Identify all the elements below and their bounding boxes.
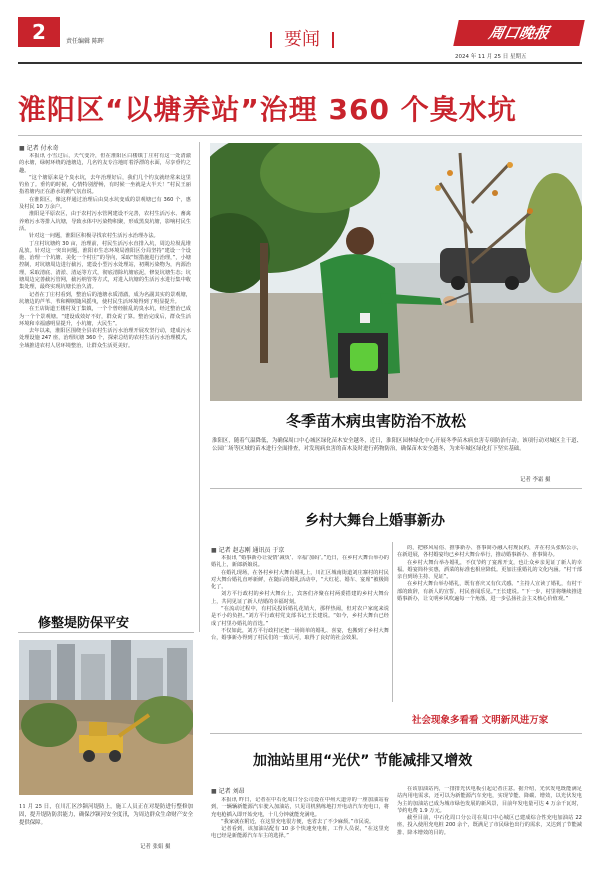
wedding-article-col2 [397,545,582,695]
solar-paragraph: 截至目前，中石化周口分公司在周口中心城区已建成综合性充电加油站 22 座，投入使用充电桩 200 余个，既满足了市民绿色出行的需求，又达到了节能减排、降本增效的目的。 [397,815,582,836]
solar-byline: ■ 记者 刘昂 [211,786,245,795]
dike-caption-text: 11 月 25 日，在川汇区沙颍河堤防上，施工人员正在对堤防进行整修加固，提升堤防防洪能力，确保沙颍河安全度汛，为周边群众生命财产安全提供保障。 [19,804,193,826]
dike-caption [19,803,193,827]
lead-paragraph: 去年以来，淮阳区围绕全县农村生活污水治理开展攻坚行动，建成污水处理设施 247 座，治理坑塘 360 个，探索总结的农村生活污水治理模式，全域推进农村人居环境整治，让群众生活更美好。 [19,328,191,349]
wedding-paragraph: 不仅如此，刘方平行政村还把一场简单的婚礼、喜宴，也搬到了乡村大舞台，婚事新办得到了村民们的一致认可，取得了良好的社会效果。 [211,627,389,642]
left-bottom-rule [18,632,194,633]
lead-paragraph: 丁庄村坑塘约 30 亩，治理前，村民生活污水直排入坑，周边垃圾乱堆乱放。针对这一突出问题，淮阳市生态环境局淮阳区分局坚持“建设一个设施、治理一个坑塘、美化一个村庄”的导向，采取“短措施进行治理，”，小塘控制，对坑塘周边进行截污，建设小型污水处理站，初期污染物为，内源治理，采取清底、清淤、清运等方式，彻底清除坑塘底泥，修复坑塘生态；坑塘周边完善截污管网，截污纳管等方式，对进入坑塘的生活污水进行集中收集处理，最终实现坑塘长治久清。 [19,240,191,291]
wedding-article-col1 [211,555,389,705]
solar-paragraph: 本报讯 昨日，记者在中石化周口分公司设在中州大道旁的一座加油站看到，一辆辆新能源汽车驶入加油站，只见司机熟练地打开电动汽车充电口，将充电枪插入即开始充电，十几分钟就能充满电。 [211,797,389,818]
wedding-section-rule [210,733,582,734]
solar-column-divider [392,542,393,702]
dike-photo-title: 修整堤防保平安 [38,616,130,631]
solar-paragraph: 记者看到，该加油站配有 10 多个快速充电桩，工作人员说，“在这里充电已经是新能源汽车车主的选择。” [211,826,389,840]
page-number-badge [18,17,60,47]
pest-control-title: 冬季苗木病虫害防治不放松 [286,412,467,430]
civility-slogan: 社会现象多看看 文明新风进万家 [412,715,549,726]
dike-repair-illustration [19,640,193,795]
lead-paragraph: 针对这一问题，淮阳区积极寻找农村生活污水治理办法。 [29,233,159,240]
lead-paragraph: 在王店街道王楼村及丁集镇，一个个曾经脏乱的臭水坑，经过整治已成为一个个景观塘。“建设成效好不好，群众说了算。整治完成后，群众生活环境和幸福感明显提升，小坑塘，大民生”。 [19,306,191,327]
wedding-article-title: 乡村大舞台上婚事新办 [305,513,445,529]
headline-rule [18,135,582,136]
solar-paragraph: “我家就在附近，在这里充电很方便，也省去了不少麻烦。”市民说。 [221,818,375,825]
lead-paragraph: “这个塘原来是个臭水坑，去年治理好后，我们几个钓友就经常来这里钓鱼了。垂钓的时候，心情特别舒畅，有时候一坐就是大半天！”村民王丽指着塘内正在游水的鹅气氛直说。 [19,174,191,196]
photo-section-rule [210,488,582,489]
civility-slogan-banner [412,712,582,726]
lead-paragraph: 记者在丁庄村看到，整治后的池塘水质清澈，成为名副其实的景观塘，坑塘边的芦苇、苇和柳树随风摇曳，使村民生活环境得到了明显提升。 [19,291,191,305]
pest-control-caption-text: 淮阳区，随着气温降低，为确保周口中心城区绿化苗木安全越冬，近日，淮阳区园林绿化中心开展冬季苗木病虫害专项防治行动。该项行动对城区主干道、公园广场等区域的苗木进行全面排查，对发现病虫害的苗木及时进行药物防治，确保苗木安全越冬，为来年城区绿化打下坚实基础。 [212,438,582,452]
masthead-text: 周口晚报 [487,24,551,42]
left-column-divider [199,142,200,632]
date-line: 2024 年 11 月 25 日 星期五 [455,54,527,60]
header-rule [18,62,582,64]
solar-article-col1 [211,797,389,882]
wedding-paragraph: 在婚礼现场，在各村乡村大舞台婚礼上，川汇区城南街道刘庄寨村的村民对大舞台婚礼直呼新鲜，在随后的婚礼活动中，“大红花、婚车、宴席”被极简化了。 [211,569,389,591]
solar-paragraph: 在该加油站内，一排排光伏电板引起记者注意。据介绍，光伏发电既能满足站内用电需求，还可以为新能源汽车充电，实现节能、降碳、增效，以光伏发电为主的加油站已成为城市绿色发展的新风景，目前年发电量可达 4 万余千瓦时，节约电费 1.9 万元。 [397,786,582,814]
wedding-paragraph: 在乡村大舞台举办婚礼，不仅节约了宴席开支，也让众乡亲见证了新人的幸福。婚宴简朴实惠，酒菜的标准也相应降低。更加注重婚礼的文化内涵。“村干部亲自到场主持、见证”。 [397,559,582,581]
solar-article-col2 [397,786,582,882]
dike-credit: 记者 张娟 摄 [140,844,171,850]
solar-article-title: 加油站里用“光伏” 节能减排又增效 [253,753,473,769]
pest-control-credit: 记者 李霜 摄 [520,477,551,483]
wedding-paragraph: 的，把移风易俗、推事新办、喜事简办融入村规民约，并在村头张贴公示，在新进展，各村婚宴均已乡村大舞台举行，推动婚事新办、喜事简办。 [397,545,582,559]
section-label [270,25,334,51]
lead-paragraph: 本报讯 小雪过后，天气变冷，但在淮阳区白楼镇丁庄村有这一处清澈的水塘，绿树环绕的池塘边，几名钓友专注地盯着浮漂的水面，尽享垂钓之趣。 [19,153,191,174]
lead-paragraph: 在淮阳区，像这样通过治理后由臭水坑变成的景观塘已有 360 个，惠及村民 10 万余户。 [19,196,191,211]
section-title: 要闻 [284,29,320,50]
pest-control-caption [212,437,582,453]
page-number: 2 [32,20,46,44]
editor-line: 责任编辑 陈晖 [66,38,104,45]
dike-repair-photo [19,640,193,795]
masthead-logo [453,20,585,46]
wedding-paragraph: 刘方平行政村的乡村大舞台上，宾客们齐聚在村两委搭建的乡村大舞台上，共同见证了新人结婚的幸福时刻。 [211,591,389,605]
wedding-paragraph: 在乡村大舞台举办婚礼，既有喜庆又有仪式感。“主持人宣读了婚礼，有村干部的致辞，有新人的宣誓，村民喜闻乐见。”王长建说。“下一步，村里将继续推进婚事新办，让文明乡风吹遍每一个角落，进一步弘扬社会主义核心价值观。” [397,581,582,603]
lead-article-body [19,153,191,618]
lead-byline: ■ 记者 付永奇 [19,143,59,152]
lead-paragraph: 淮阳是平原农区，由于农村污水管网建设不完善，农村生活污水、畜禽养殖污水等排入坑塘，导致水体中污染物积聚，形成黑臭坑塘，影响村民生活。 [19,211,191,232]
wedding-paragraph: 本报讯 “婚事新办让爱情‘减负’、幸福‘加码’。”近日，在乡村大舞台举办的婚礼上，新郎新娘说。 [211,555,389,569]
page-headline: 淮阳区“以塘养站”治理 360 个臭水坑 [18,93,517,126]
tree-worker-illustration [210,143,582,401]
wedding-byline: ■ 记者 赵志刚 通讯员 于京 [211,545,284,554]
wedding-paragraph: “在流动过程中，有村民投诉婚礼花销大，那样热闹，但对农户家庭来说是不小的负担。”刘方平行政村党支部书记王长建说。“如今，乡村大舞台已经成了村里办婚礼的首选。” [211,606,389,627]
tree-worker-photo [210,143,582,401]
